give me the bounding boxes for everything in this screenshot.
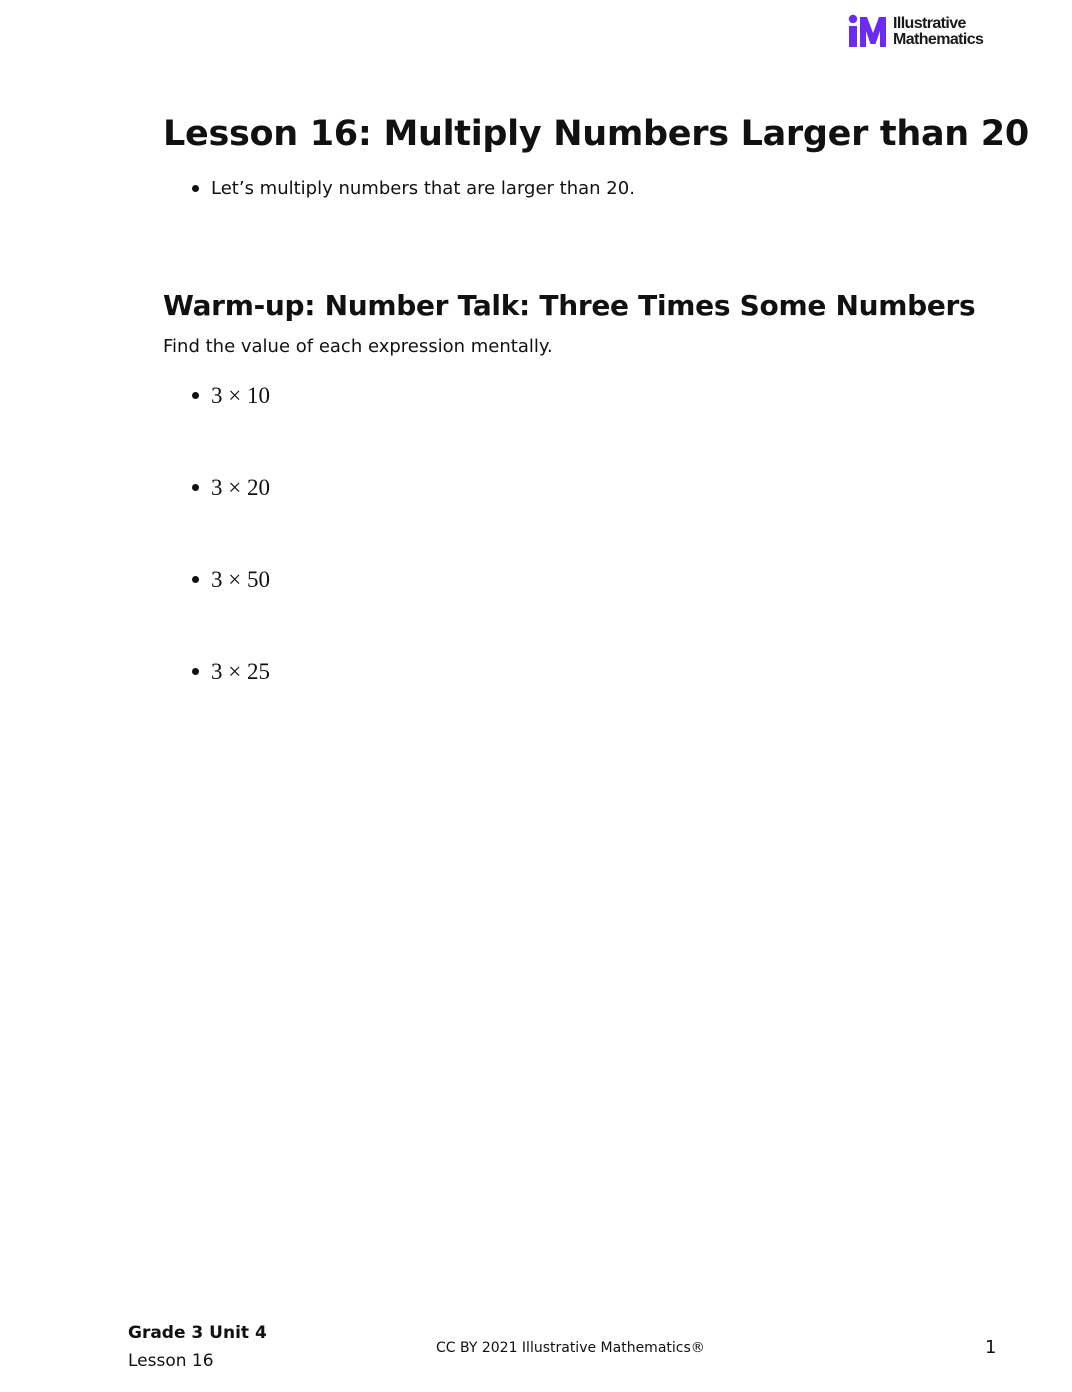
logo-line-2: Mathematics bbox=[893, 31, 984, 48]
warmup-instructions: Find the value of each expression mentally. bbox=[163, 336, 553, 357]
illustrative-mathematics-logo bbox=[846, 14, 983, 50]
logo-wordmark bbox=[893, 16, 983, 48]
page-number: 1 bbox=[985, 1337, 997, 1358]
footer-course-info bbox=[128, 1320, 267, 1374]
logo-line-1: Illustrative bbox=[893, 15, 966, 32]
lesson-goal-item: Let’s multiply numbers that are larger than 20. bbox=[190, 176, 635, 202]
expression-item: 3 × 25 bbox=[190, 656, 270, 748]
illustrative-mathematics-logo-icon bbox=[846, 14, 888, 50]
expression-item: 3 × 50 bbox=[190, 564, 270, 656]
expression-item: 3 × 10 bbox=[190, 380, 270, 472]
warmup-title: Warm-up: Number Talk: Three Times Some Numbers bbox=[163, 289, 976, 322]
lesson-title: Lesson 16: Multiply Numbers Larger than 20 bbox=[163, 114, 1029, 154]
footer-license: CC BY 2021 Illustrative Mathematics® bbox=[436, 1340, 705, 1356]
expression-list bbox=[190, 380, 270, 748]
footer-lesson: Lesson 16 bbox=[128, 1351, 214, 1371]
expression-item: 3 × 20 bbox=[190, 472, 270, 564]
footer-grade-unit: Grade 3 Unit 4 bbox=[128, 1323, 267, 1343]
lesson-goals-list bbox=[190, 176, 635, 202]
